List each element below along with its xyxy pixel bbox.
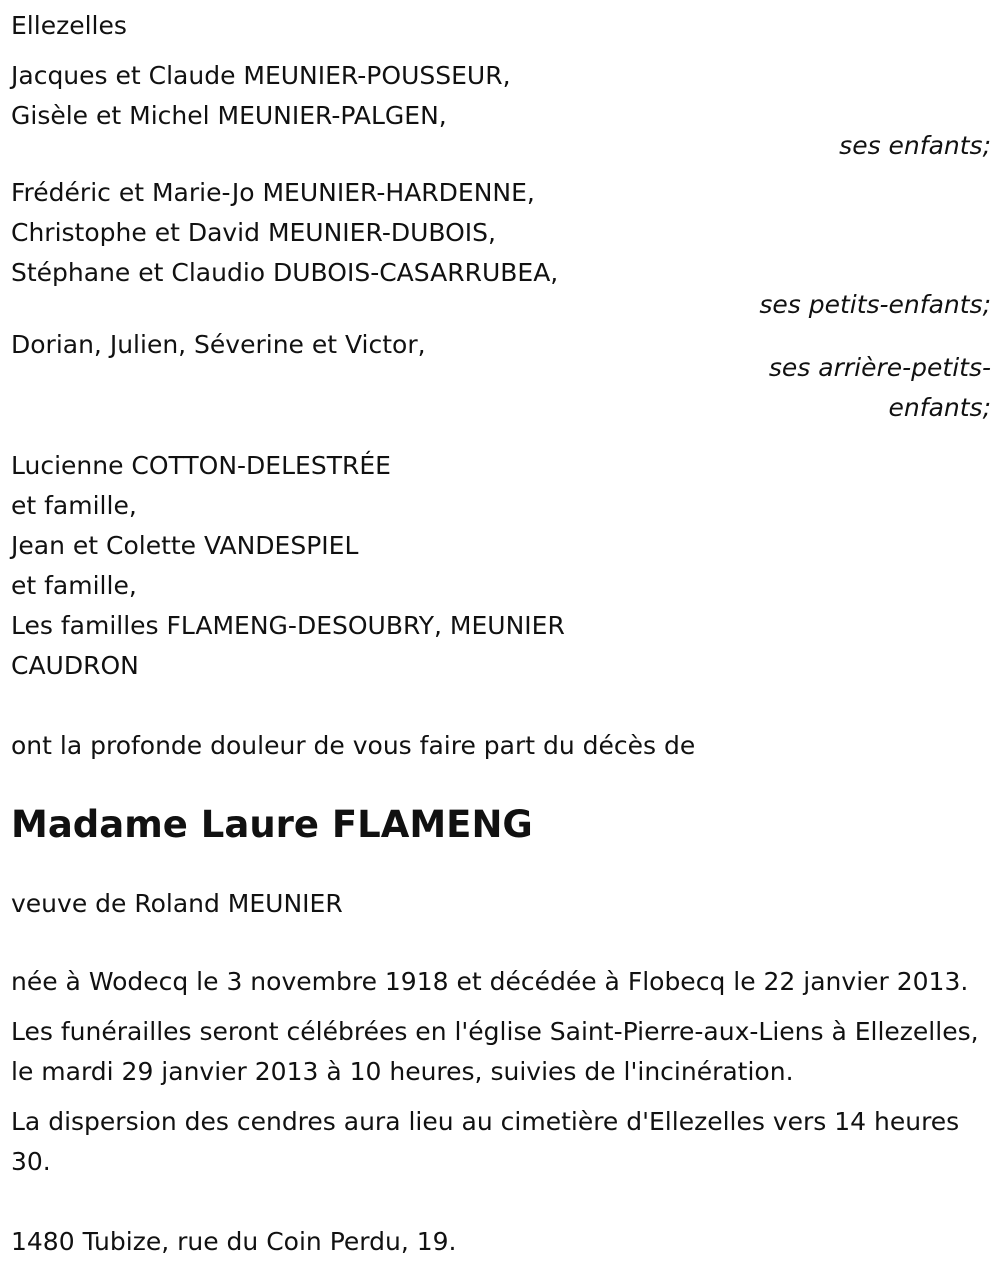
funeral-text: Les funérailles seront célébrées en l'église Saint-Pierre-aux-Liens à Ellezelles, le mardi 29 janvier 2013 à 10 heures, suivies de l'incinération. (11, 1017, 979, 1086)
family-name-line: CAUDRON (11, 651, 139, 680)
great-grandchildren-group (11, 325, 991, 428)
role-label-great-grandchildren-cont: enfants; (888, 393, 991, 422)
other-family-group (11, 446, 991, 686)
ashes-text: La dispersion des cendres aura lieu au cimetière d'Ellezelles vers 14 heures 30. (11, 1107, 960, 1176)
grandchildren-group (11, 173, 991, 322)
family-name-line: Lucienne COTTON-DELESTRÉE (11, 451, 391, 480)
location: Ellezelles (11, 11, 127, 40)
family-name-line: Stéphane et Claudio DUBOIS-CASARRUBEA, (11, 258, 559, 287)
family-name-line: Frédéric et Marie-Jo MEUNIER-HARDENNE, (11, 178, 535, 207)
birth-death-text: née à Wodecq le 3 novembre 1918 et décédée à Flobecq le 22 janvier 2013. (11, 967, 969, 996)
obituary-notice (11, 6, 991, 1262)
role-label-great-grandchildren: ses arrière-petits- (768, 353, 991, 382)
family-name-line: et famille, (11, 491, 137, 520)
widow-of: veuve de Roland MEUNIER (11, 889, 343, 918)
role-label-grandchildren: ses petits-enfants; (759, 290, 991, 319)
family-name-line: Gisèle et Michel MEUNIER-PALGEN, (11, 101, 447, 130)
family-name-line: Les familles FLAMENG-DESOUBRY, MEUNIER (11, 611, 565, 640)
family-name-line: Jean et Colette VANDESPIEL (11, 531, 359, 560)
family-name-line: Christophe et David MEUNIER-DUBOIS, (11, 218, 496, 247)
children-group (11, 56, 991, 163)
family-name-line: Dorian, Julien, Séverine et Victor, (11, 330, 426, 359)
address: 1480 Tubize, rue du Coin Perdu, 19. (11, 1227, 457, 1256)
family-name-line: et famille, (11, 571, 137, 600)
deceased-name: Madame Laure FLAMENG (11, 803, 533, 846)
family-name-line: Jacques et Claude MEUNIER-POUSSEUR, (11, 61, 511, 90)
announcement-text: ont la profonde douleur de vous faire part du décès de (11, 731, 696, 760)
role-label-children: ses enfants; (839, 131, 991, 160)
